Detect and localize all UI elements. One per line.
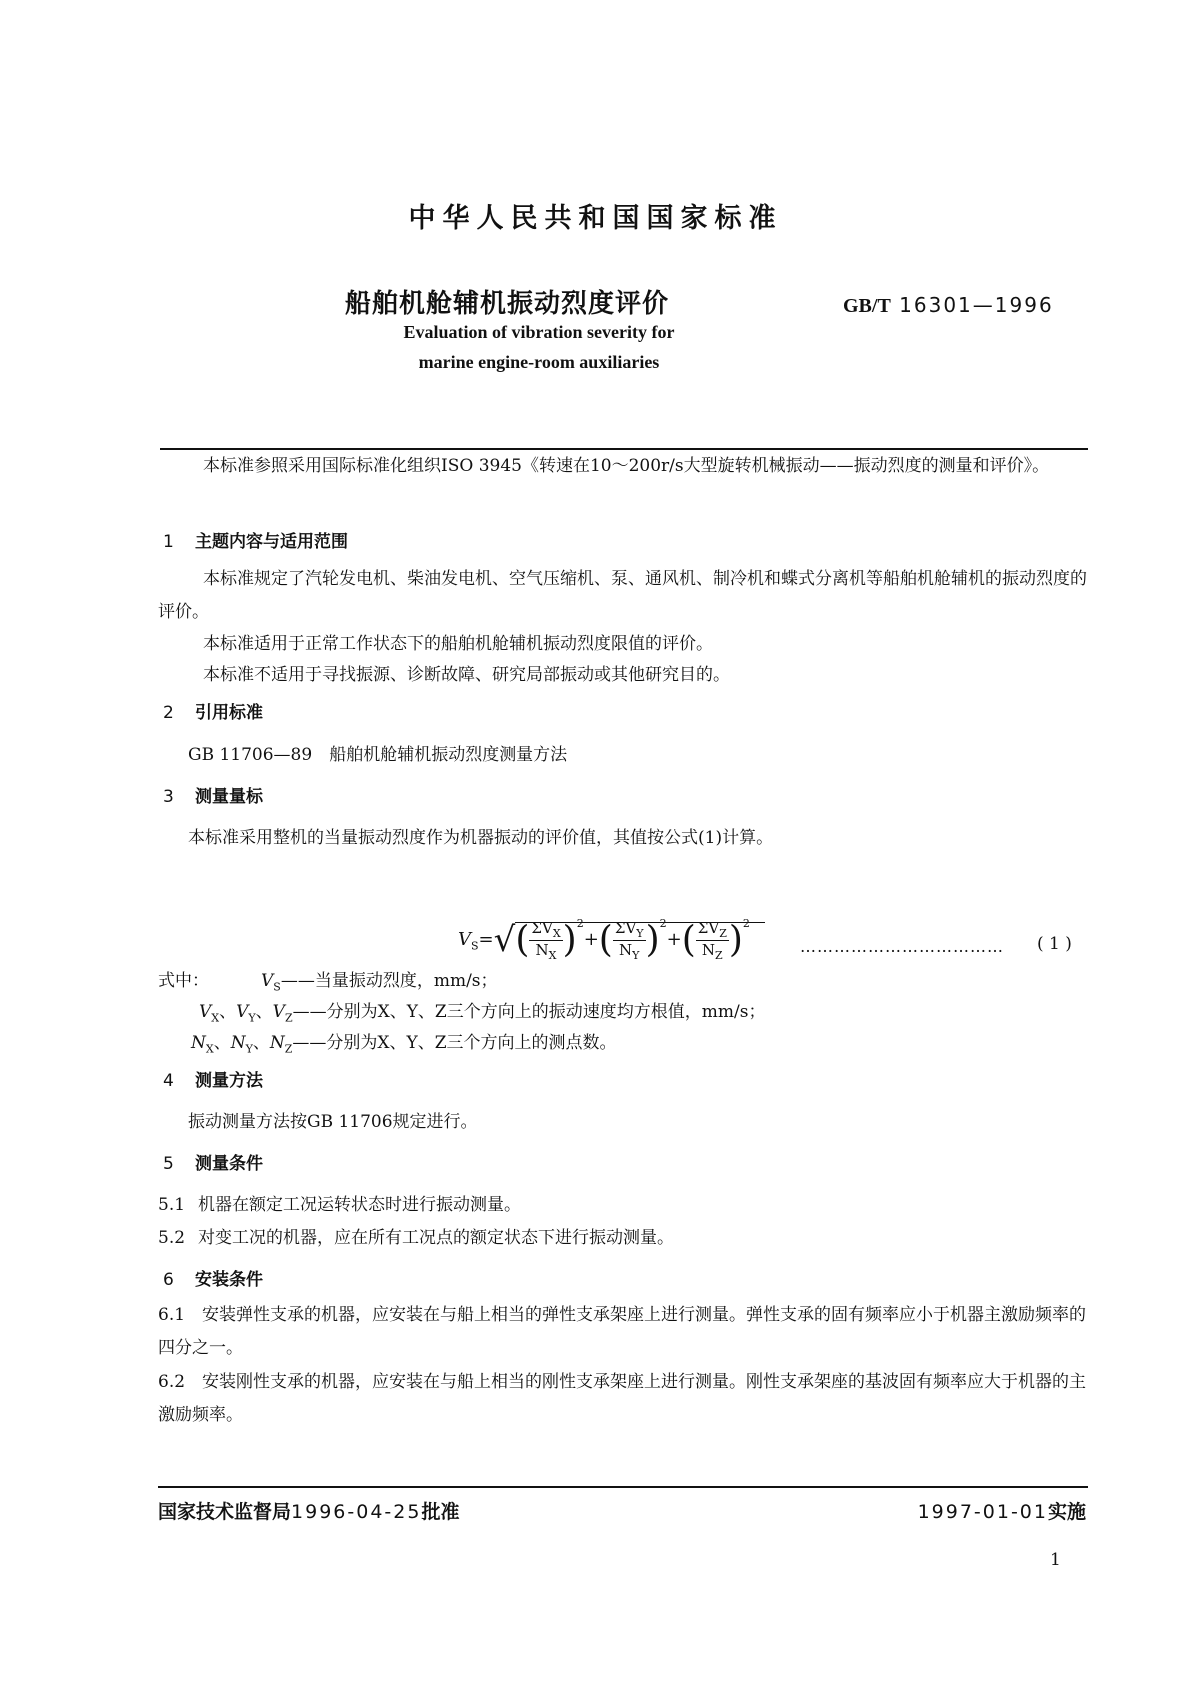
approval-label: 批准 xyxy=(421,1501,460,1523)
clause-5-1 xyxy=(158,1190,521,1215)
formula-lhs-sub: S xyxy=(471,939,479,953)
section-5-title: 测量条件 xyxy=(195,1154,263,1174)
section-4-title: 测量方法 xyxy=(195,1071,263,1091)
formula-1: $V_S=√$( $\frac{\Sigma V_X}{N_X}$ )$^2$+( $\frac{\Sigma V_Y}{N_Y}$ )$^2$+( $\frac{\Sigma V_Z}{N_Z}$ )$^2$ xyxy=(458,917,750,962)
section-2-heading xyxy=(163,698,263,723)
formula-lhs: V xyxy=(458,929,471,950)
standard-title: 船舶机舱辅机振动烈度评价 xyxy=(345,289,670,319)
formula-radical-bar xyxy=(515,922,765,923)
where-1-symbol: V xyxy=(261,971,274,991)
standard-code: 16301—1996 xyxy=(899,293,1054,317)
clause-5-2-number: 5.2 xyxy=(158,1228,186,1248)
approval-org: 国家技术监督局 xyxy=(158,1501,292,1523)
section-4-heading xyxy=(163,1066,263,1091)
english-title-line2: marine engine-room auxiliaries xyxy=(418,352,660,372)
section-3-number: 3 xyxy=(163,787,174,807)
section-4-paragraph: 振动测量方法按GB 11706规定进行。 xyxy=(188,1112,478,1132)
section-5-heading xyxy=(163,1149,263,1174)
section-3-heading xyxy=(163,782,263,807)
section-3-title: 测量量标 xyxy=(195,787,263,807)
formula-number: ( 1 ) xyxy=(1037,934,1072,954)
intro-paragraph: 本标准参照采用国际标准化组织ISO 3945《转速在10～200r/s大型旋转机械振动——振动烈度的测量和评价》。 xyxy=(203,456,1050,476)
clause-6-1: 6.1 安装弹性支承的机器，应安装在与船上相当的弹性支承架座上进行测量。弹性支承的固有频率应小于机器主激励频率的四分之一。 xyxy=(158,1305,1087,1358)
section-5-number: 5 xyxy=(163,1154,174,1174)
section-1-paragraph-1: 本标准规定了汽轮发电机、柴油发电机、空气压缩机、泵、通风机、制冷机和蝶式分离机等船舶机舱辅机的振动烈度的评价。 xyxy=(158,569,1087,622)
where-1 xyxy=(261,966,498,993)
effective-label: 实施 xyxy=(1047,1501,1086,1523)
clause-5-2-text: 对变工况的机器，应在所有工况点的额定状态下进行振动测量。 xyxy=(198,1228,674,1248)
standard-number xyxy=(843,293,1054,318)
section-6-title: 安装条件 xyxy=(195,1270,263,1290)
section-6-number: 6 xyxy=(163,1270,174,1290)
clause-5-2 xyxy=(158,1223,674,1248)
clause-5-1-text: 机器在额定工况运转状态时进行振动测量。 xyxy=(198,1195,521,1215)
section-6-heading xyxy=(163,1265,263,1290)
effective-line xyxy=(900,1497,1086,1524)
where-1-text: ——当量振动烈度，mm/s； xyxy=(280,971,498,991)
approval-date: 1996-04-25 xyxy=(291,1501,422,1523)
section-1-paragraph-2: 本标准适用于正常工作状态下的船舶机舱辅机振动烈度限值的评价。 xyxy=(203,634,713,654)
where-3-text: ——分别为X、Y、Z三个方向上的测点数。 xyxy=(292,1033,617,1053)
section-1-title: 主题内容与适用范围 xyxy=(195,532,348,552)
page-number: 1 xyxy=(1050,1550,1061,1570)
where-2: $V_X$、$V_Y$、$V_Z——$分别为X、Y、Z三个方向上的振动速度均方根值，mm/s； xyxy=(199,1002,766,1025)
clause-6-2: 6.2 安装刚性支承的机器，应安装在与船上相当的刚性支承架座上进行测量。刚性支承架座的基波固有频率应大于机器的主激励频率。 xyxy=(158,1372,1087,1425)
section-1-heading xyxy=(163,527,348,552)
section-2-number: 2 xyxy=(163,703,174,723)
section-4-number: 4 xyxy=(163,1071,174,1091)
where-label: 式中： xyxy=(158,971,209,991)
section-1-paragraph-3: 本标准不适用于寻找振源、诊断故障、研究局部振动或其他研究目的。 xyxy=(203,665,730,685)
section-3-paragraph: 本标准采用整机的当量振动烈度作为机器振动的评价值，其值按公式(1)计算。 xyxy=(188,828,774,848)
where-1-sub: S xyxy=(273,980,281,994)
section-1-number: 1 xyxy=(163,532,174,552)
standard-prefix: GB/T xyxy=(843,295,891,317)
footer-rule xyxy=(158,1486,1088,1488)
section-2-title: 引用标准 xyxy=(195,703,263,723)
approval-line xyxy=(158,1497,459,1524)
where-3: $N_X$、$N_Y$、$N_Z——$分别为X、Y、Z三个方向上的测点数。 xyxy=(191,1033,617,1056)
clause-5-1-number: 5.1 xyxy=(158,1195,186,1215)
section-2-reference: GB 11706—89 船舶机舱辅机振动烈度测量方法 xyxy=(188,745,568,765)
effective-date: 1997-01-01 xyxy=(917,1501,1048,1523)
where-2-text: ——分别为X、Y、Z三个方向上的振动速度均方根值，mm/s； xyxy=(292,1002,766,1022)
national-standard-heading: 中华人民共和国国家标准 xyxy=(408,203,783,234)
formula-leader-dots: ……………………………… xyxy=(800,937,1004,956)
english-title-line1: Evaluation of vibration severity for xyxy=(403,322,675,342)
